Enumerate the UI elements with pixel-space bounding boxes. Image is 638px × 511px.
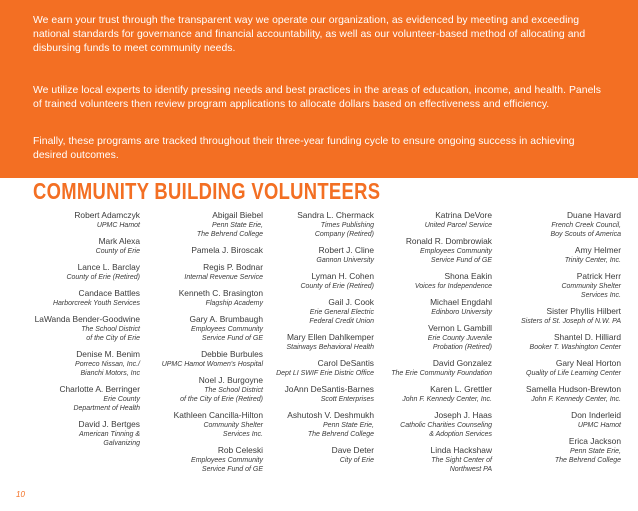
volunteer-entry bbox=[20, 262, 140, 282]
volunteer-column-2 bbox=[143, 210, 263, 480]
page-number: 10 bbox=[16, 490, 25, 499]
volunteer-name: Charlotte A. Berringer bbox=[59, 384, 140, 394]
volunteer-affiliation: French Creek Council, Boy Scouts of America bbox=[550, 222, 621, 238]
volunteer-name: Lance L. Barclay bbox=[77, 262, 140, 272]
volunteer-affiliation: County of Erie bbox=[95, 248, 140, 255]
volunteer-affiliation: Voices for Independence bbox=[414, 283, 492, 290]
volunteer-affiliation: Dept LI SWIF Erie Distric Office bbox=[276, 370, 374, 377]
volunteer-name: Don Inderleid bbox=[571, 410, 621, 420]
volunteer-name: Robert Adamczyk bbox=[74, 210, 140, 220]
volunteer-entry bbox=[372, 410, 492, 439]
volunteer-affiliation: Penn State Erie, The Behrend College bbox=[554, 448, 621, 464]
intro-paragraph-2: We utilize local experts to identify pressing needs and best practices in the areas of education, income, and health. Panels of trained volunteers then review program applications to allocate dollars based on effectiveness and efficiency. bbox=[33, 85, 602, 110]
volunteer-name: Lyman H. Cohen bbox=[311, 271, 374, 281]
volunteer-affiliation: Stairways Behavioral Health bbox=[286, 344, 374, 351]
volunteer-affiliation: John F. Kennedy Center, Inc. bbox=[531, 396, 621, 403]
volunteer-name: Mary Ellen Dahlkemper bbox=[286, 332, 374, 342]
volunteer-name: Samella Hudson-Brewton bbox=[526, 384, 621, 394]
volunteer-entry bbox=[254, 384, 374, 404]
volunteer-name: Denise M. Benim bbox=[76, 349, 140, 359]
section-title: COMMUNITY BUILDING VOLUNTEERS bbox=[33, 178, 381, 204]
volunteer-entry bbox=[20, 288, 140, 308]
volunteer-name: Dave Deter bbox=[331, 445, 374, 455]
volunteer-entry bbox=[372, 271, 492, 291]
volunteer-affiliation: Catholic Charities Counseling & Adoption Services bbox=[400, 422, 492, 438]
volunteer-entry bbox=[20, 419, 140, 448]
volunteer-entry bbox=[143, 349, 263, 369]
volunteer-name: Erica Jackson bbox=[568, 436, 621, 446]
volunteer-name: Gail J. Cook bbox=[328, 297, 374, 307]
volunteer-entry bbox=[143, 210, 263, 239]
volunteer-entry bbox=[372, 384, 492, 404]
volunteer-affiliation: Internal Revenue Service bbox=[184, 274, 263, 281]
volunteer-column-3 bbox=[254, 210, 374, 471]
volunteer-entry bbox=[501, 384, 621, 404]
volunteer-name: Sandra L. Chermack bbox=[297, 210, 374, 220]
volunteer-affiliation: UPMC Hamot Women's Hospital bbox=[161, 361, 263, 368]
volunteer-name: Rob Celeski bbox=[217, 445, 263, 455]
volunteer-name: Kathleen Cancilla-Hilton bbox=[173, 410, 263, 420]
volunteer-name: David Gonzalez bbox=[432, 358, 492, 368]
volunteer-entry bbox=[20, 314, 140, 343]
intro-paragraph-1: We earn your trust through the transparent way we operate our organization, as evidenced by meeting and exceeding national standards for governance and financial accountability, as well as our volunteer-based method of allocating and disbursing funds to meet community needs. bbox=[33, 15, 586, 54]
volunteer-affiliation: County of Erie (Retired) bbox=[66, 274, 140, 281]
volunteer-entry bbox=[372, 297, 492, 317]
volunteer-affiliation: Harborcreek Youth Services bbox=[52, 300, 140, 307]
volunteer-entry bbox=[143, 445, 263, 474]
volunteer-entry bbox=[501, 245, 621, 265]
volunteer-name: Sister Phyllis Hilbert bbox=[546, 306, 621, 316]
volunteer-entry bbox=[20, 349, 140, 378]
volunteer-entry bbox=[372, 210, 492, 230]
volunteer-name: Mark Alexa bbox=[98, 236, 140, 246]
volunteer-affiliation: Erie County Juvenile Probation (Retired) bbox=[427, 335, 492, 351]
volunteer-entry bbox=[143, 375, 263, 404]
volunteer-affiliation: Penn State Erie, The Behrend College bbox=[307, 422, 374, 438]
volunteer-affiliation: Erie General Electric Federal Credit Union bbox=[309, 309, 374, 325]
volunteer-affiliation: Trinity Center, Inc. bbox=[564, 257, 621, 264]
volunteer-affiliation: United Parcel Service bbox=[424, 222, 492, 229]
volunteer-name: Robert J. Cline bbox=[318, 245, 374, 255]
volunteer-name: Carol DeSantis bbox=[317, 358, 374, 368]
volunteer-name: Ashutosh V. Deshmukh bbox=[287, 410, 374, 420]
volunteer-name: Joseph J. Haas bbox=[434, 410, 492, 420]
volunteer-entry bbox=[143, 288, 263, 308]
volunteer-entry bbox=[143, 410, 263, 439]
volunteer-affiliation: The School District of the City of Erie (Retired) bbox=[180, 387, 263, 403]
volunteer-column-1 bbox=[20, 210, 140, 454]
volunteer-entry bbox=[143, 262, 263, 282]
volunteer-affiliation: Erie County Department of Health bbox=[73, 396, 140, 412]
volunteer-name: Katrina DeVore bbox=[435, 210, 492, 220]
volunteer-affiliation: City of Erie bbox=[339, 457, 374, 464]
volunteer-affiliation: Community Shelter Services Inc. bbox=[203, 422, 263, 438]
volunteer-affiliation: Porreco Nissan, Inc./ Bianchi Motors, Inc bbox=[75, 361, 140, 377]
volunteer-column-5 bbox=[501, 210, 621, 471]
volunteer-affiliation: Booker T. Washington Center bbox=[529, 344, 621, 351]
volunteer-entry bbox=[372, 445, 492, 474]
volunteer-entry bbox=[254, 358, 374, 378]
volunteer-name: LaWanda Bender-Goodwine bbox=[34, 314, 140, 324]
volunteer-affiliation: The Erie Community Foundation bbox=[391, 370, 492, 377]
volunteer-name: Shantel D. Hilliard bbox=[553, 332, 621, 342]
volunteer-affiliation: County of Erie (Retired) bbox=[300, 283, 374, 290]
volunteer-affiliation: The Sight Center of Northwest PA bbox=[431, 457, 492, 473]
volunteer-entry bbox=[143, 245, 263, 256]
volunteer-affiliation: UPMC Hamot bbox=[577, 422, 621, 429]
volunteer-entry bbox=[20, 384, 140, 413]
volunteer-affiliation: Edinboro University bbox=[431, 309, 492, 316]
volunteer-affiliation: UPMC Hamot bbox=[96, 222, 140, 229]
volunteer-entry bbox=[501, 410, 621, 430]
volunteer-entry bbox=[501, 210, 621, 239]
volunteer-entry bbox=[372, 236, 492, 265]
volunteer-entry bbox=[20, 210, 140, 230]
volunteer-name: David J. Bertges bbox=[78, 419, 140, 429]
volunteer-affiliation: Employees Community Service Fund of GE bbox=[191, 326, 263, 342]
volunteer-entry bbox=[254, 445, 374, 465]
volunteer-affiliation: The School District of the City of Erie bbox=[81, 326, 140, 342]
volunteer-affiliation: Quality of Life Learning Center bbox=[526, 370, 621, 377]
volunteer-entry bbox=[254, 210, 374, 239]
volunteer-affiliation: Employees Community Service Fund of GE bbox=[420, 248, 492, 264]
volunteer-name: Duane Havard bbox=[566, 210, 621, 220]
volunteer-name: Kenneth C. Brasington bbox=[178, 288, 263, 298]
intro-paragraph-3: Finally, these programs are tracked throughout their three-year funding cycle to ensure ongoing success in achieving desired outcomes. bbox=[33, 136, 575, 161]
volunteer-affiliation: Employees Community Service Fund of GE bbox=[191, 457, 263, 473]
volunteer-name: Regis P. Bodnar bbox=[203, 262, 263, 272]
volunteer-name: Debbie Burbules bbox=[201, 349, 263, 359]
volunteer-affiliation: Sisters of St. Joseph of N.W. PA bbox=[521, 318, 621, 325]
volunteer-entry bbox=[143, 314, 263, 343]
volunteer-entry bbox=[254, 297, 374, 326]
volunteer-name: Abigail Biebel bbox=[212, 210, 263, 220]
volunteer-name: Patrick Herr bbox=[576, 271, 621, 281]
volunteer-affiliation: John F. Kennedy Center, Inc. bbox=[402, 396, 492, 403]
volunteer-name: Pamela J. Biroscak bbox=[191, 245, 263, 255]
volunteer-entry bbox=[501, 271, 621, 300]
volunteer-entry bbox=[254, 245, 374, 265]
volunteer-affiliation: Penn State Erie, The Behrend College bbox=[196, 222, 263, 238]
volunteer-entry bbox=[501, 332, 621, 352]
volunteer-affiliation: Community Shelter Services Inc. bbox=[561, 283, 621, 299]
volunteer-name: Candace Battles bbox=[78, 288, 140, 298]
volunteer-name: Ronald R. Dombrowiak bbox=[405, 236, 492, 246]
volunteer-affiliation: Flagship Academy bbox=[205, 300, 263, 307]
volunteer-name: Linda Hackshaw bbox=[430, 445, 492, 455]
volunteer-name: Michael Engdahl bbox=[430, 297, 492, 307]
volunteer-entry bbox=[372, 323, 492, 352]
volunteer-entry bbox=[20, 236, 140, 256]
volunteer-name: Shona Eakin bbox=[444, 271, 492, 281]
volunteer-name: Amy Helmer bbox=[574, 245, 621, 255]
volunteer-entry bbox=[254, 332, 374, 352]
volunteer-affiliation: Gannon University bbox=[316, 257, 374, 264]
volunteer-name: Gary Neal Horton bbox=[555, 358, 621, 368]
volunteer-column-4 bbox=[372, 210, 492, 480]
volunteer-affiliation: Scott Enterprises bbox=[320, 396, 374, 403]
volunteer-name: Gary A. Brumbaugh bbox=[189, 314, 263, 324]
volunteer-entry bbox=[254, 410, 374, 439]
intro-banner bbox=[0, 0, 638, 178]
volunteer-affiliation: American Tinning & Galvanizing bbox=[78, 431, 140, 447]
volunteer-name: JoAnn DeSantis-Barnes bbox=[284, 384, 374, 394]
volunteer-entry bbox=[254, 271, 374, 291]
volunteer-entry bbox=[501, 436, 621, 465]
volunteer-name: Vernon L Gambill bbox=[428, 323, 492, 333]
volunteer-name: Noel J. Burgoyne bbox=[198, 375, 263, 385]
volunteer-name: Karen L. Grettler bbox=[430, 384, 492, 394]
volunteer-entry bbox=[501, 306, 621, 326]
volunteer-entry bbox=[501, 358, 621, 378]
volunteer-affiliation: Times Publishing Company (Retired) bbox=[314, 222, 374, 238]
volunteer-entry bbox=[372, 358, 492, 378]
